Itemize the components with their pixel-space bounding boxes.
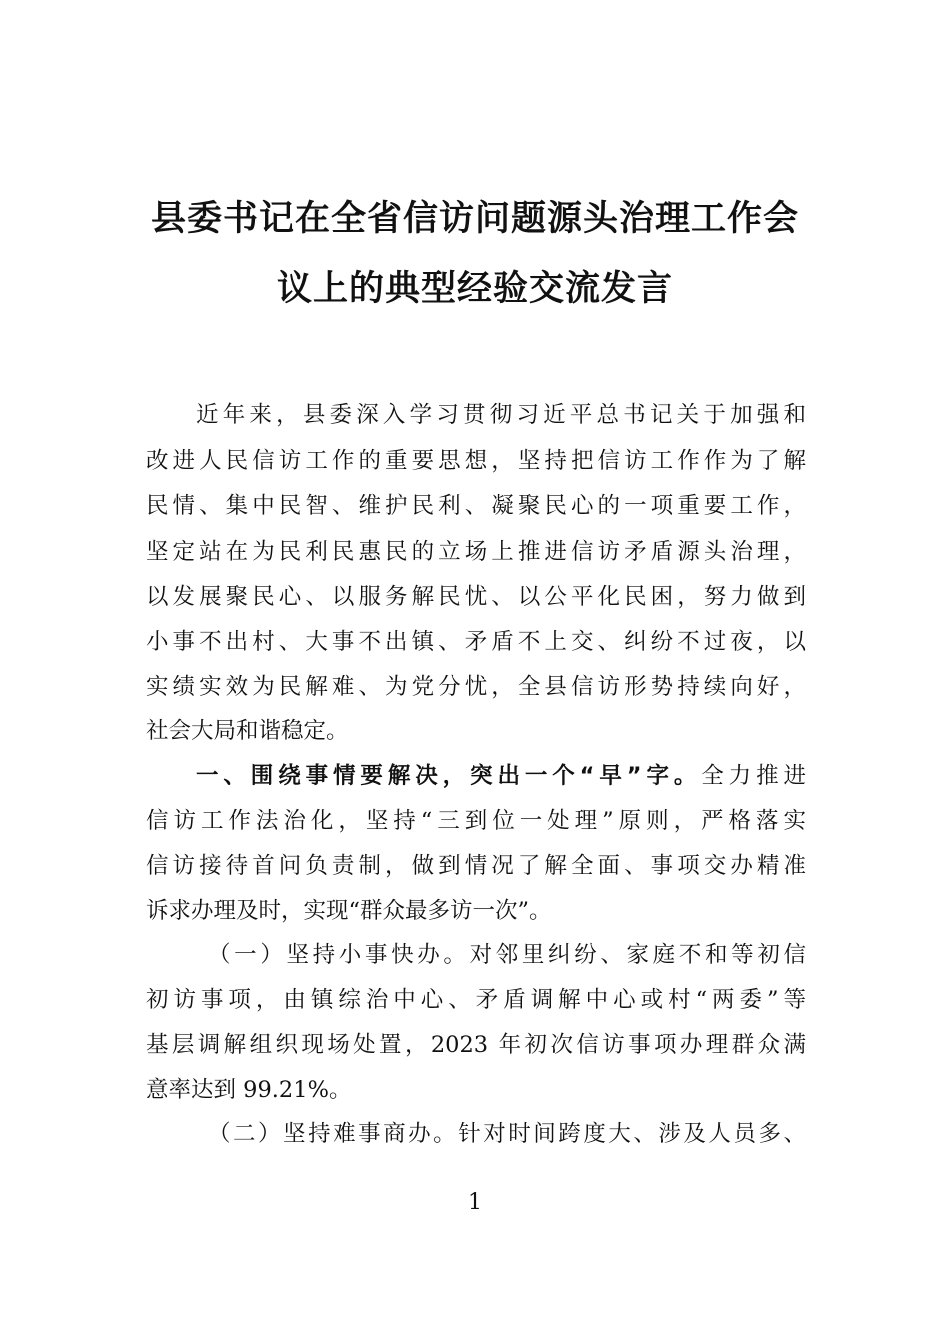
subsection-1-line-4: 意率达到 99.21%。	[146, 1077, 352, 1103]
section-1-line-3: 信访接待首问负责制，做到情况了解全面、事项交办精准	[146, 853, 806, 879]
subsection-1-line-3: 基层调解组织现场处置，2023 年初次信访事项办理群众满	[146, 1032, 806, 1058]
subsection-2-heading: （二）坚持难事商办。	[208, 1121, 459, 1147]
intro-line-8: 社会大局和谐稳定。	[146, 718, 349, 744]
section-1-line-4: 诉求办理及时，实现“群众最多访一次”。	[146, 898, 552, 924]
subsection-1-heading: （一）坚持小事快办。	[208, 942, 470, 968]
document-title-line-1: 县委书记在全省信访问题源头治理工作会	[150, 199, 799, 239]
intro-line-1: 近年来，县委深入学习贯彻习近平总书记关于加强和	[196, 402, 806, 428]
intro-line-5: 以发展聚民心、以服务解民忧、以公平化民困，努力做到	[146, 584, 806, 610]
section-1-first-line	[196, 765, 806, 788]
intro-line-3: 民情、集中民智、维护民利、凝聚民心的一项重要工作，	[146, 493, 806, 519]
subsection-1-text-start: 对邻里纠纷、家庭不和等初信	[469, 942, 806, 968]
section-1-heading: 一、围绕事情要解决，突出一个“早”字。	[196, 763, 702, 789]
section-1-line-2: 信访工作法治化，坚持“三到位一处理”原则，严格落实	[146, 808, 806, 834]
section-1-text-start: 全力推进	[701, 763, 806, 789]
intro-line-4: 坚定站在为民利民惠民的立场上推进信访矛盾源头治理，	[146, 539, 806, 565]
page-number: 1	[468, 1190, 482, 1215]
intro-line-7: 实绩实效为民解难、为党分忧，全县信访形势持续向好，	[146, 674, 806, 700]
subsection-1-first-line	[208, 944, 806, 967]
intro-line-6: 小事不出村、大事不出镇、矛盾不上交、纠纷不过夜，以	[146, 629, 806, 655]
subsection-2-first-line	[208, 1123, 806, 1146]
intro-line-2: 改进人民信访工作的重要思想，坚持把信访工作作为了解	[146, 448, 806, 474]
document-title-line-2: 议上的典型经验交流发言	[276, 269, 673, 309]
subsection-1-line-2: 初访事项，由镇综治中心、矛盾调解中心或村“两委”等	[146, 987, 806, 1013]
subsection-2-text-start: 针对时间跨度大、涉及人员多、	[458, 1121, 806, 1147]
